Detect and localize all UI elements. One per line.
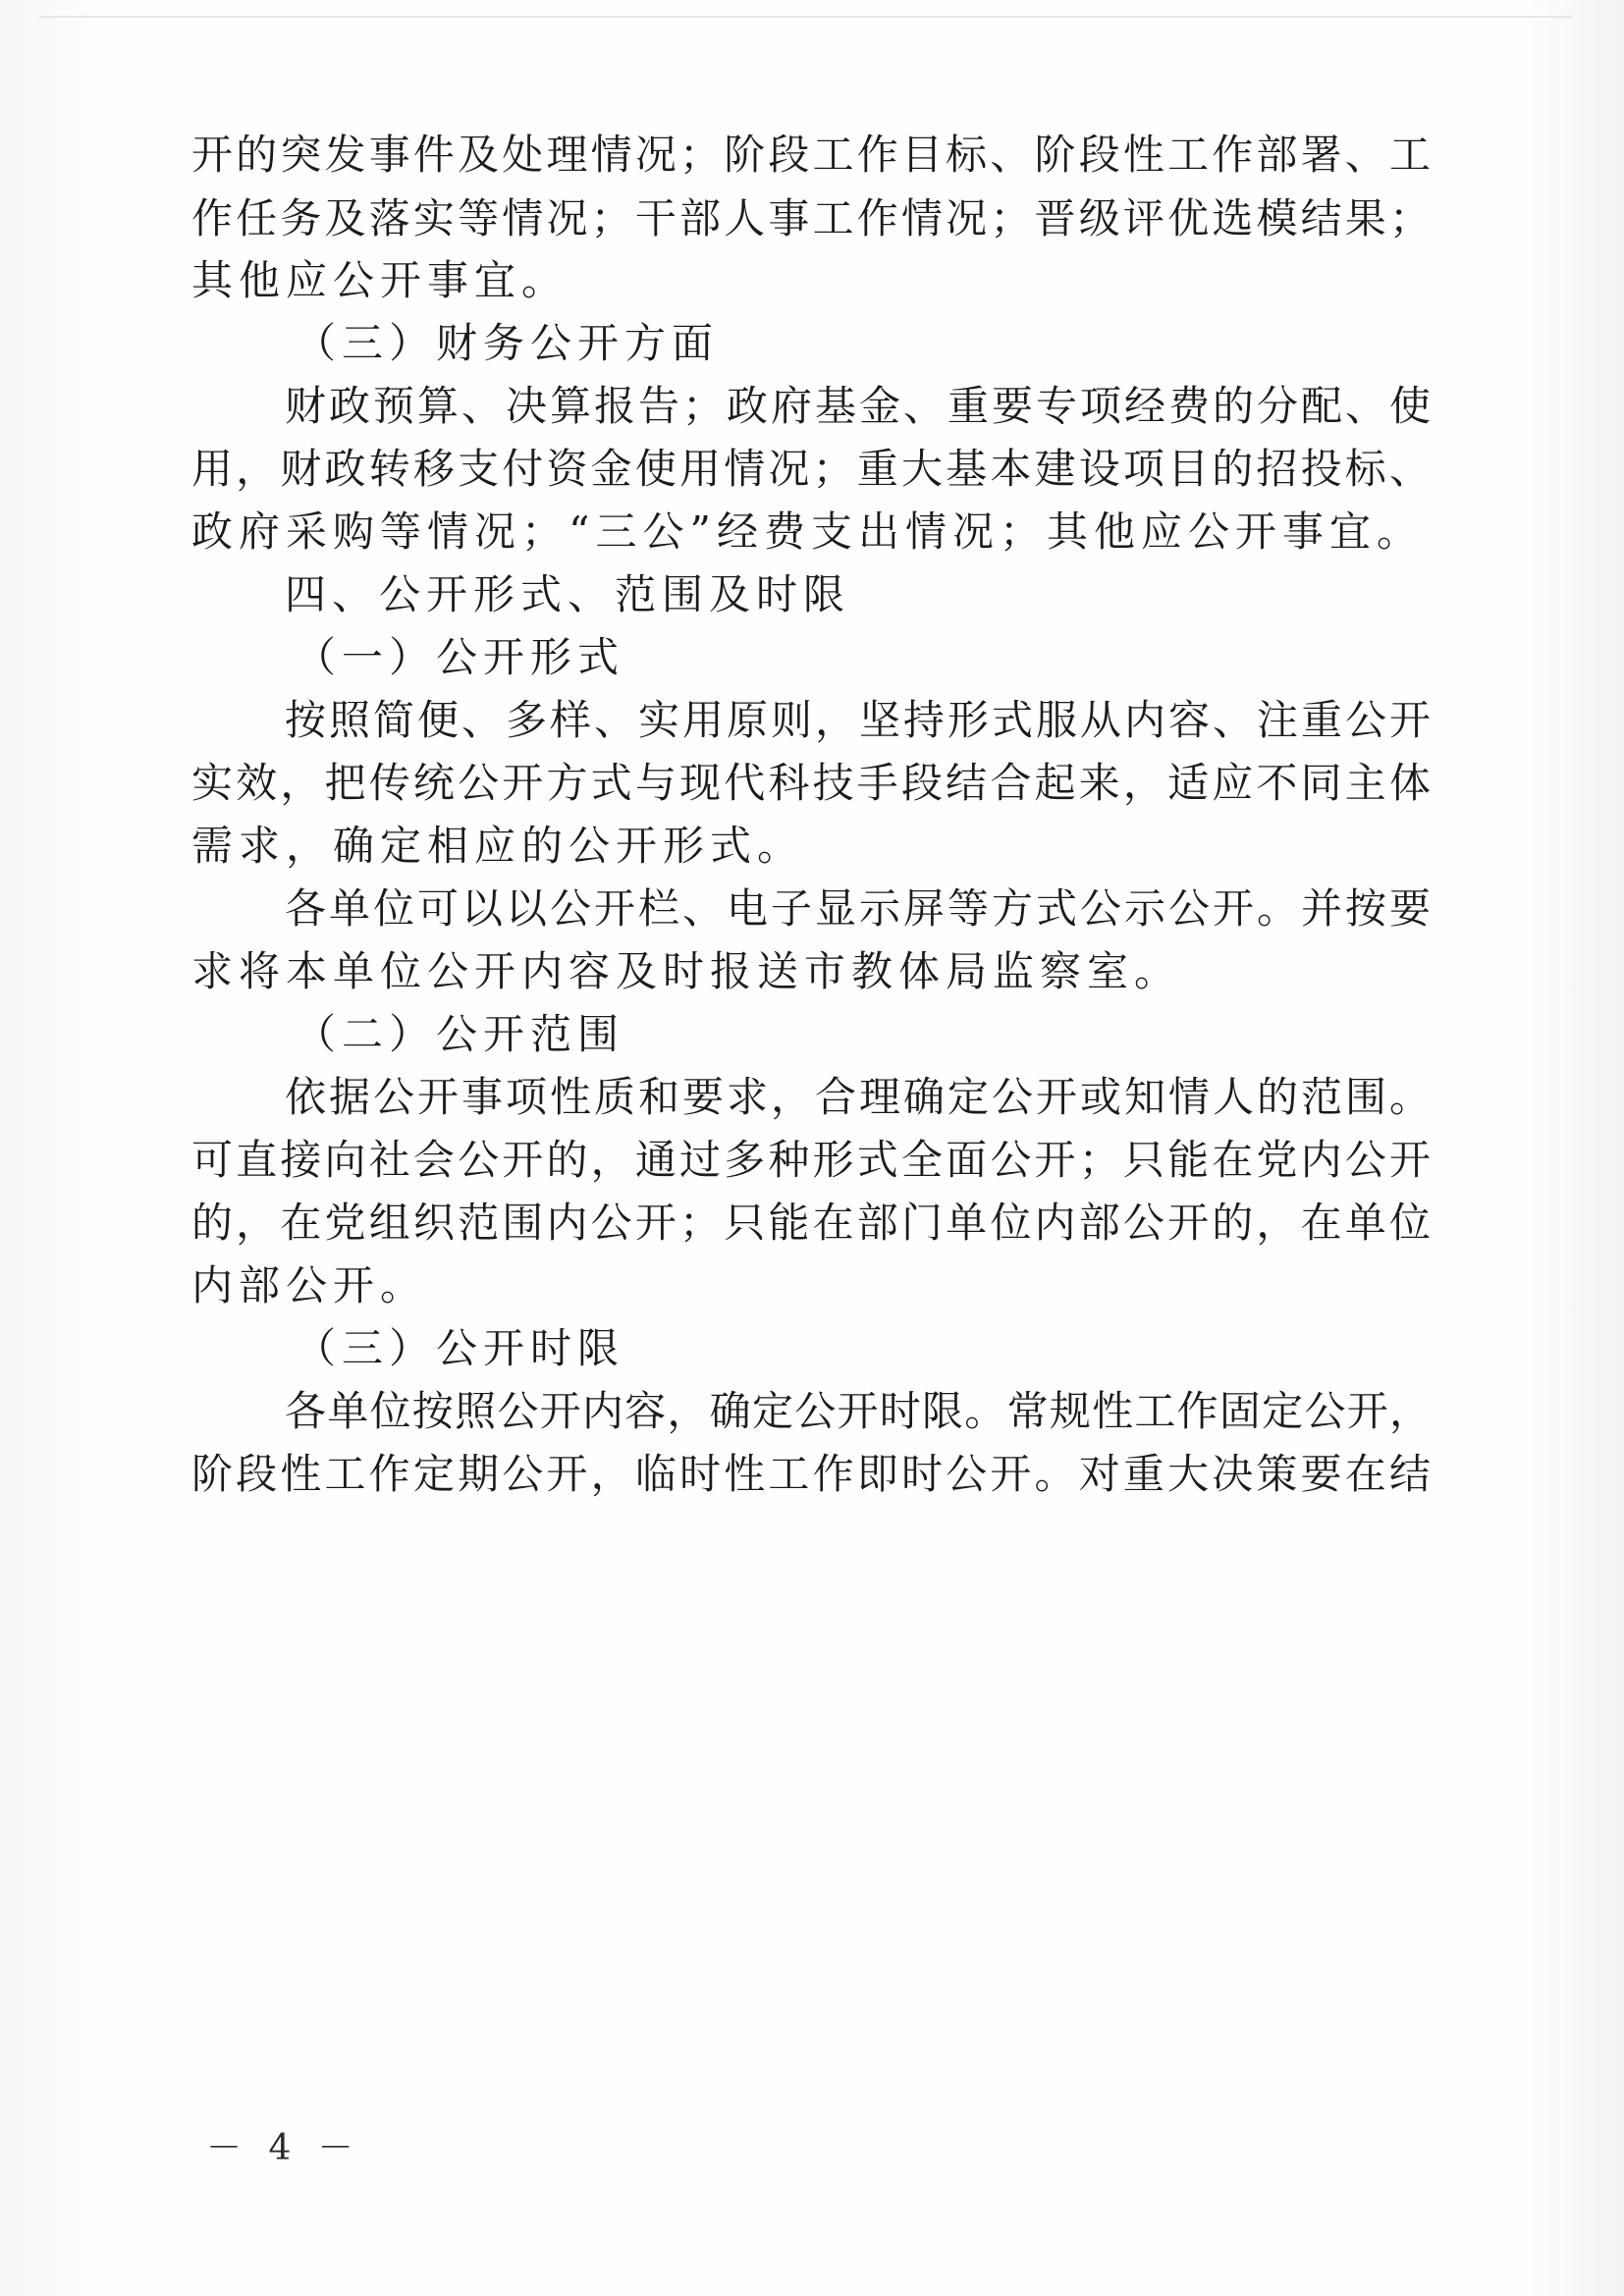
text-line: 用，财政转移支付资金使用情况；重大基本建设项目的招投标、: [191, 445, 1431, 493]
text-line: 各单位按照公开内容，确定公开时限。常规性工作固定公开，: [285, 1387, 1431, 1435]
text-line: 实效，把传统公开方式与现代科技手段结合起来，适应不同主体: [191, 759, 1431, 807]
subheading-scope: （二）公开范围: [295, 1010, 625, 1058]
text-line: 求将本单位公开内容及时报送市教体局监察室。: [191, 947, 1182, 995]
text-line: 财政预算、决算报告；政府基金、重要专项经费的分配、使: [285, 382, 1431, 430]
text-line: 的，在党组织范围内公开；只能在部门单位内部公开的，在单位: [191, 1199, 1431, 1247]
section-heading: 四、公开形式、范围及时限: [285, 570, 851, 618]
text-line: 依据公开事项性质和要求，合理确定公开或知情人的范围。: [285, 1073, 1431, 1121]
text-line: 可直接向社会公开的，通过多种形式全面公开；只能在党内公开: [191, 1136, 1431, 1184]
text-line: 政府采购等情况；“三公”经费支出情况；其他应公开事宜。: [191, 507, 1424, 556]
text-line: 阶段性工作定期公开，临时性工作即时公开。对重大决策要在结: [191, 1450, 1431, 1498]
text-line: 按照简便、多样、实用原则，坚持形式服从内容、注重公开: [285, 696, 1431, 744]
text-line: 开的突发事件及处理情况；阶段工作目标、阶段性工作部署、工: [191, 131, 1431, 179]
scan-edge-line: [39, 16, 1571, 18]
text-line: 需求，确定相应的公开形式。: [191, 822, 805, 870]
subheading-form: （一）公开形式: [295, 633, 625, 681]
text-line: 作任务及落实等情况；干部人事工作情况；晋级评优选模结果；: [191, 194, 1431, 242]
subheading-time: （三）公开时限: [295, 1324, 625, 1372]
subheading-finance: （三）财务公开方面: [295, 319, 720, 367]
text-line: 各单位可以以公开栏、电子显示屏等方式公示公开。并按要: [285, 884, 1431, 933]
page-number: － 4 －: [206, 2128, 361, 2168]
text-line: 其他应公开事宜。: [191, 256, 569, 304]
text-line: 内部公开。: [191, 1261, 428, 1309]
